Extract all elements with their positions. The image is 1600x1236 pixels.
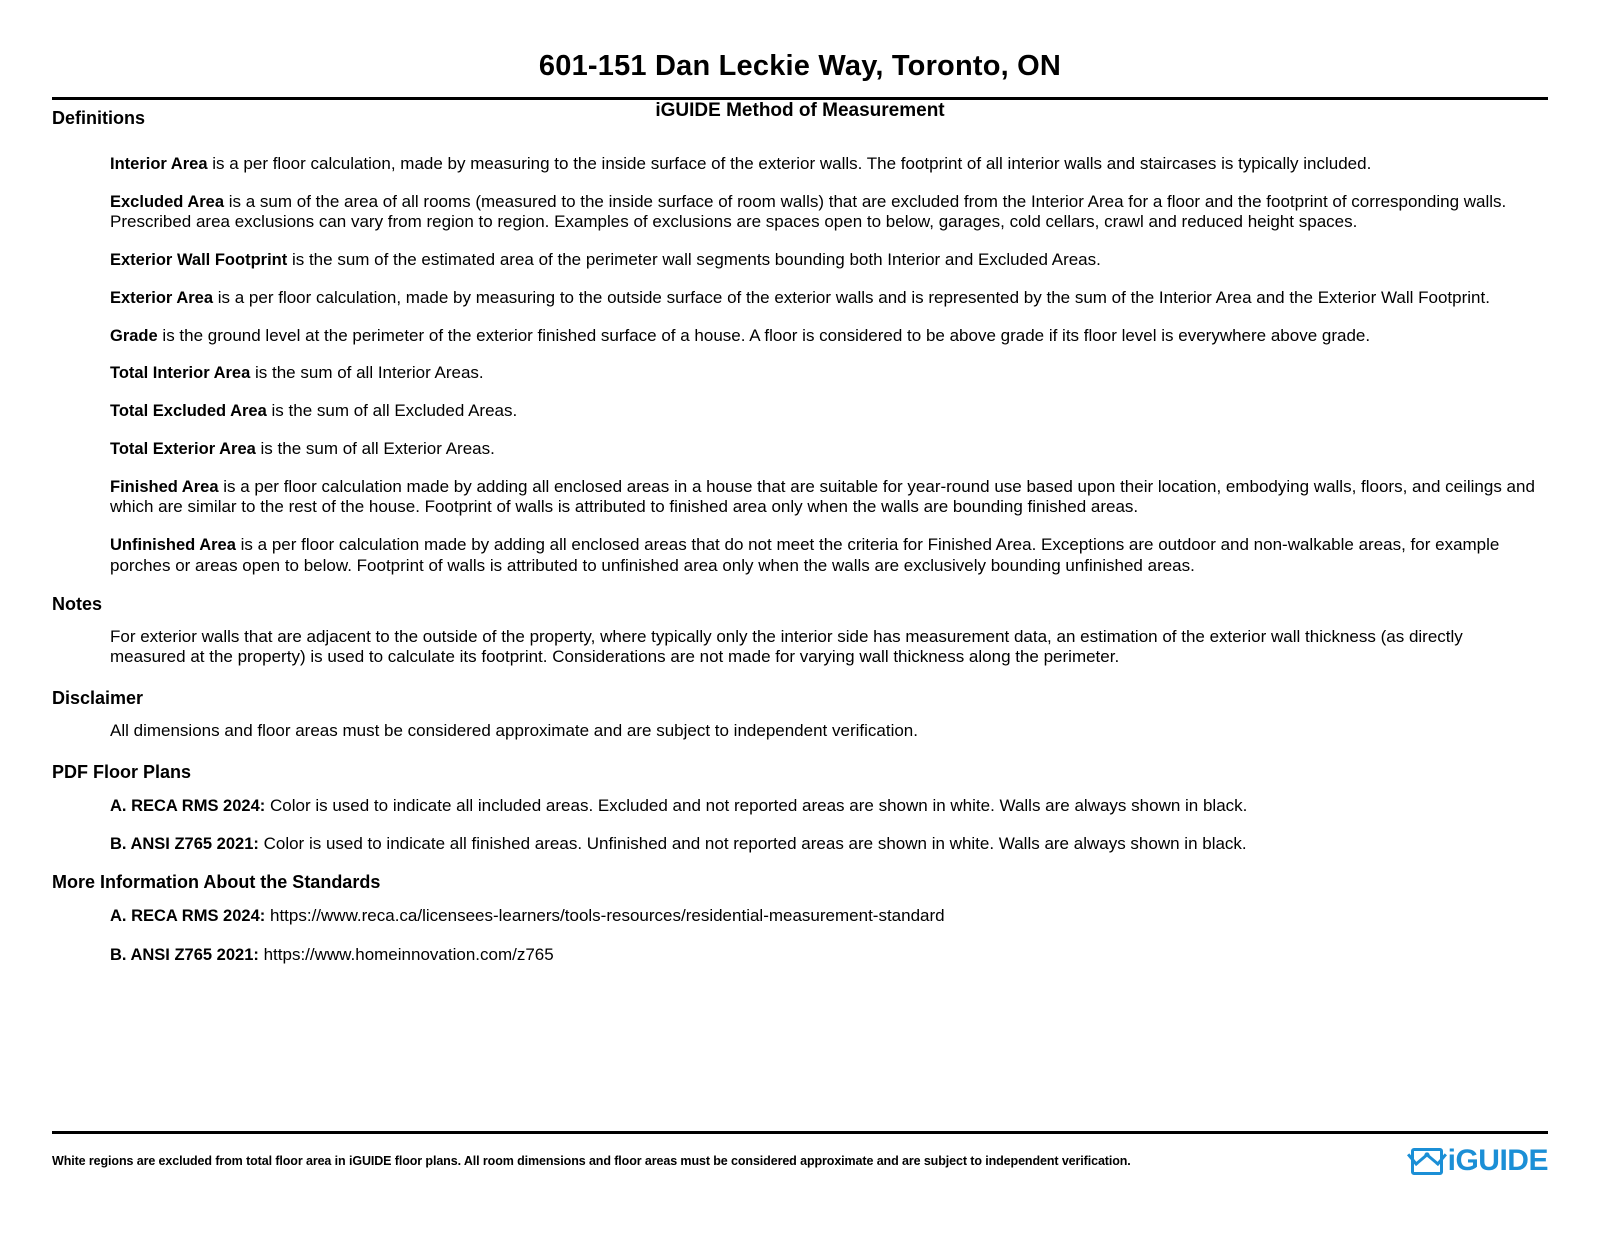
definition-term: Total Excluded Area xyxy=(110,402,267,421)
definition-item xyxy=(52,535,1548,576)
standard-item xyxy=(52,944,1548,966)
section-heading-standards: More Information About the Standards xyxy=(52,872,381,892)
definition-term: Interior Area xyxy=(110,155,208,173)
definition-item xyxy=(52,326,1548,347)
pdf-plan-item xyxy=(52,795,1548,817)
definition-item xyxy=(52,250,1548,271)
disclaimer-text: All dimensions and floor areas must be considered approximate and are subject to independent verification. xyxy=(110,721,918,741)
pdf-plan-text: Color is used to indicate all finished areas. Unfinished and not reported areas are shown in white. Walls are always shown in black. xyxy=(258,834,1247,854)
document-subtitle: iGUIDE Method of Measurement xyxy=(655,100,945,121)
standard-link[interactable]: https://www.homeinnovation.com/z765 xyxy=(258,944,554,964)
definition-text: is a per floor calculation, made by measuring to the inside surface of the exterior walls. The footprint of all interior walls and staircases is typically included. xyxy=(207,154,1372,173)
definition-term: Total Interior Area xyxy=(110,364,251,383)
definition-item xyxy=(52,154,1548,175)
iguide-mark-icon xyxy=(1411,1148,1443,1175)
iguide-logo-text: iGUIDE xyxy=(1447,1144,1548,1177)
definition-text: is the sum of the estimated area of the perimeter wall segments bounding both Interior and Excluded Areas. xyxy=(287,250,1101,270)
footer-note: White regions are excluded from total floor area in iGUIDE floor plans. All room dimensions and floor areas must be considered approximate and are subject to independent verification. xyxy=(52,1154,1131,1168)
page-title: 601-151 Dan Leckie Way, Toronto, ON xyxy=(538,50,1062,82)
definition-term: Exterior Wall Footprint xyxy=(110,251,288,270)
section-heading-disclaimer: Disclaimer xyxy=(52,688,144,709)
definition-item xyxy=(52,363,1548,384)
definition-item xyxy=(52,288,1548,309)
definition-item xyxy=(52,401,1548,422)
standard-link[interactable]: https://www.reca.ca/licensees-learners/tools-resources/residential-measurement-standard xyxy=(265,906,945,925)
standard-item xyxy=(52,905,1548,927)
pdf-plan-item xyxy=(52,833,1548,855)
standard-label: A. RECA RMS 2024: xyxy=(110,907,266,925)
definition-item xyxy=(52,439,1548,460)
definition-term: Total Exterior Area xyxy=(110,439,256,458)
definitions-list xyxy=(52,154,1548,577)
definition-term: Exterior Area xyxy=(110,288,214,307)
definition-text: is a per floor calculation made by adding all enclosed areas that do not meet the criteria for Finished Area. Exceptions are outdoor and non-walkable areas, for example porches or areas open to below. Footprint of walls is attributed to unfinished area only when the walls are exclusively bounding unfinished areas. xyxy=(110,535,1500,575)
definition-text: is a sum of the area of all rooms (measured to the inside surface of room walls) that are excluded from the Interior Area for a floor and the footprint of corresponding walls. Prescribed area exclusions can vary from region to region. Examples of exclusions are spaces open to below, garages, cold cellars, crawl and reduced height spaces. xyxy=(110,191,1507,232)
definition-term: Unfinished Area xyxy=(110,536,236,555)
pdf-plan-label: B. ANSI Z765 2021: xyxy=(110,835,259,854)
definition-text: is a per floor calculation made by adding all enclosed areas in a house that are suitable for year-round use based upon their location, embodying walls, floors, and ceilings and which are similar to the rest of the house. Footprint of walls is attributed to finished area only when the walls are bounding finished areas. xyxy=(110,476,1535,517)
definition-item xyxy=(52,477,1548,518)
standard-label: B. ANSI Z765 2021: xyxy=(110,945,259,964)
notes-text: For exterior walls that are adjacent to the outside of the property, where typically only the interior side has measurement data, an estimation of the exterior wall thickness (as directly measured at the property) is used to calculate its footprint. Considerations are not made for varying wall thickness along the perimeter. xyxy=(110,626,1463,667)
definition-term: Excluded Area xyxy=(110,192,225,211)
definition-item xyxy=(52,192,1548,233)
definition-text: is the sum of all Interior Areas. xyxy=(250,363,484,383)
section-heading-notes: Notes xyxy=(52,593,103,614)
page-footer xyxy=(52,1131,1548,1178)
definition-text: is the ground level at the perimeter of the exterior finished surface of a house. A floor is considered to be above grade if its floor level is everywhere above grade. xyxy=(157,325,1371,345)
pdf-plan-label: A. RECA RMS 2024: xyxy=(110,796,266,815)
definition-text: is a per floor calculation, made by measuring to the outside surface of the exterior walls and is represented by the sum of the Interior Area and the Exterior Wall Footprint. xyxy=(213,287,1490,307)
section-heading-pdf-floor-plans: PDF Floor Plans xyxy=(52,761,192,782)
iguide-logo xyxy=(1411,1144,1548,1178)
definition-text: is the sum of all Exterior Areas. xyxy=(255,438,495,458)
subtitle-row xyxy=(52,100,1548,126)
pdf-plan-text: Color is used to indicate all included areas. Excluded and not reported areas are shown in white. Walls are always shown in black. xyxy=(265,795,1248,815)
definition-term: Finished Area xyxy=(110,477,219,496)
definition-text: is the sum of all Excluded Areas. xyxy=(266,401,518,421)
section-heading-definitions: Definitions xyxy=(52,108,145,128)
definition-term: Grade xyxy=(110,326,158,345)
